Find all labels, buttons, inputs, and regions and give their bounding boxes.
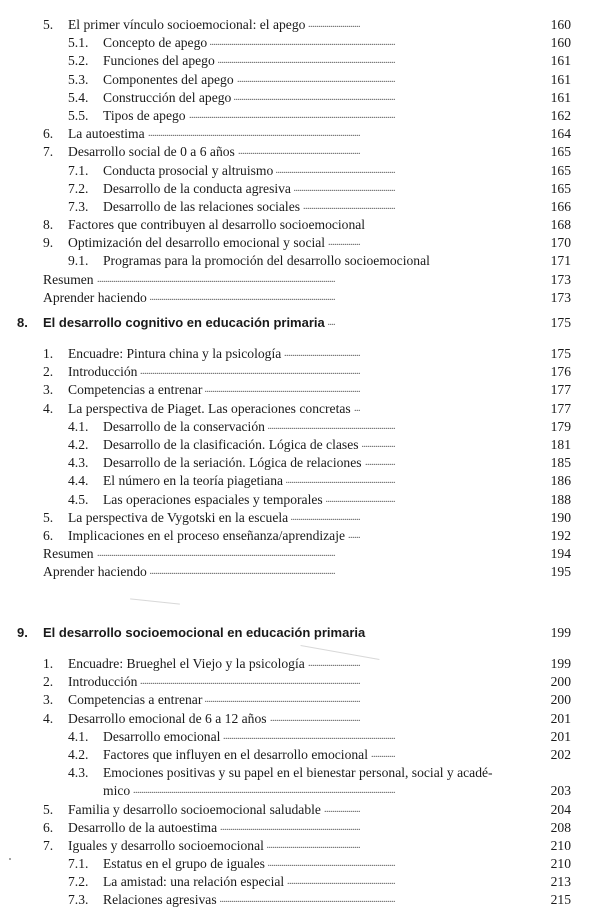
- scan-speck: [9, 858, 11, 860]
- entry-number: 5.: [43, 801, 54, 817]
- toc-entry[interactable]: [0, 252, 600, 270]
- entry-number: 8.: [43, 217, 54, 233]
- entry-title: La perspectiva de Piaget. Las operaciones concretas . . .: [68, 400, 530, 418]
- entry-page-number: 173: [550, 271, 571, 287]
- entry-page-number: 204: [550, 801, 571, 817]
- toc-entry[interactable]: [0, 107, 600, 125]
- toc-entry[interactable]: [0, 855, 600, 873]
- entry-title: La autoestima . . .: [68, 125, 530, 143]
- entry-number: 2.: [43, 674, 54, 690]
- entry-page-number: 186: [550, 473, 571, 489]
- toc-entry[interactable]: [0, 34, 600, 52]
- entry-title: Factores que contribuyen al desarrollo socioemocional . . .: [68, 216, 530, 234]
- entry-number: 1.: [43, 656, 54, 671]
- entry-title: Introducción . . .: [68, 673, 530, 691]
- toc-entry[interactable]: [0, 764, 600, 800]
- entry-title: Desarrollo social de 0 a 6 años . . .: [68, 143, 530, 161]
- toc-entry[interactable]: [0, 563, 600, 581]
- entry-title: Programas para la promoción del desarrollo socioemocional . . .: [103, 252, 530, 270]
- entry-number: 5.4.: [68, 89, 89, 105]
- entry-page-number: 208: [550, 819, 571, 835]
- entry-page-number: 203: [550, 783, 571, 799]
- entry-title: Familia y desarrollo socioemocional saludable . . .: [68, 801, 530, 819]
- entry-page-number: 177: [550, 382, 571, 398]
- entry-page-number: 177: [550, 400, 571, 416]
- entry-title: Tipos de apego . . .: [103, 107, 530, 125]
- entry-page-number: 199: [550, 656, 571, 671]
- toc-entry[interactable]: [0, 89, 600, 107]
- toc-chapter-8-entries: [0, 345, 600, 581]
- entry-title: Emociones positivas y su papel en el bienestar personal, social y acadé-: [103, 764, 530, 782]
- toc-entry[interactable]: [0, 125, 600, 143]
- toc-entry[interactable]: [0, 234, 600, 252]
- toc-entry[interactable]: [0, 363, 600, 381]
- entry-page-number: 215: [550, 892, 571, 908]
- entry-page-number: 161: [550, 71, 571, 87]
- entry-title: Introducción . . .: [68, 363, 530, 381]
- entry-title: Las operaciones espaciales y temporales . . .: [103, 491, 530, 509]
- toc-entry[interactable]: [0, 691, 600, 709]
- toc-entry[interactable]: [0, 891, 600, 909]
- entry-title: Desarrollo de la conservación . . .: [103, 418, 530, 436]
- entry-number: 4.5.: [68, 491, 89, 507]
- toc-entry[interactable]: [0, 271, 600, 289]
- entry-number: 5.5.: [68, 107, 89, 123]
- entry-number: 1.: [43, 346, 54, 361]
- entry-page-number: 179: [550, 418, 571, 434]
- entry-page-number: 194: [550, 546, 571, 562]
- entry-page-number: 173: [550, 289, 571, 305]
- chapter-title: El desarrollo cognitivo en educación primaria . . .: [43, 313, 530, 333]
- entry-title-continued: mico . . .: [103, 782, 530, 800]
- entry-page-number: 170: [550, 235, 571, 251]
- entry-title: La perspectiva de Vygotski en la escuela . . .: [68, 509, 530, 527]
- entry-number: 7.1.: [68, 856, 89, 872]
- entry-title: La amistad: una relación especial . . .: [103, 873, 530, 891]
- toc-entry[interactable]: [0, 728, 600, 746]
- entry-page-number: 200: [550, 692, 571, 708]
- chapter-page-number: 199: [550, 625, 571, 640]
- entry-page-number: 164: [550, 126, 571, 142]
- entry-number: 4.4.: [68, 473, 89, 489]
- entry-number: 6.: [43, 527, 54, 543]
- entry-number: 2.: [43, 364, 54, 380]
- scan-smudge: [130, 598, 180, 604]
- entry-page-number: 201: [550, 710, 571, 726]
- entry-title: Desarrollo de la autoestima . . .: [68, 819, 530, 837]
- entry-number: 3.: [43, 382, 54, 398]
- toc-entry[interactable]: [0, 545, 600, 563]
- entry-page-number: 210: [550, 837, 571, 853]
- toc-entry[interactable]: [0, 289, 600, 307]
- entry-title: Competencias a entrenar . . .: [68, 381, 530, 399]
- entry-page-number: 161: [550, 53, 571, 69]
- entry-number: 5.1.: [68, 35, 89, 51]
- entry-page-number: 175: [550, 346, 571, 361]
- entry-page-number: 176: [550, 364, 571, 380]
- entry-number: 4.: [43, 400, 54, 416]
- toc-section-continued: [0, 16, 600, 307]
- toc-entry[interactable]: [0, 819, 600, 837]
- entry-page-number: 165: [550, 144, 571, 160]
- toc-entry[interactable]: [0, 801, 600, 819]
- entry-page-number: 185: [550, 455, 571, 471]
- entry-page-number: 165: [550, 180, 571, 196]
- entry-title: Resumen . . .: [43, 271, 530, 289]
- entry-title: El primer vínculo socioemocional: el apego . . .: [68, 16, 530, 34]
- entry-title: El número en la teoría piagetiana . . .: [103, 472, 530, 490]
- toc-chapter-9-entries: [0, 655, 600, 910]
- entry-number: 6.: [43, 819, 54, 835]
- toc-entry[interactable]: [0, 418, 600, 436]
- entry-number: 4.3.: [68, 455, 89, 471]
- entry-page-number: 202: [550, 746, 571, 762]
- toc-entry[interactable]: [0, 509, 600, 527]
- entry-number: 5.: [43, 509, 54, 525]
- entry-number: 9.: [43, 235, 54, 251]
- entry-number: 7.2.: [68, 874, 89, 890]
- toc-entry[interactable]: [0, 143, 600, 161]
- entry-title: Iguales y desarrollo socioemocional . . .: [68, 837, 530, 855]
- entry-number: 4.2.: [68, 436, 89, 452]
- entry-title: Desarrollo de la seriación. Lógica de relaciones . . .: [103, 454, 530, 472]
- entry-number: 7.3.: [68, 892, 89, 908]
- toc-entry[interactable]: [0, 381, 600, 399]
- chapter-number: 9.: [17, 625, 28, 640]
- entry-page-number: 165: [550, 162, 571, 178]
- entry-number: 4.1.: [68, 418, 89, 434]
- entry-page-number: 188: [550, 491, 571, 507]
- chapter-heading[interactable]: [0, 623, 600, 643]
- entry-page-number: 161: [550, 89, 571, 105]
- toc-entry[interactable]: [0, 216, 600, 234]
- toc-entry[interactable]: [0, 71, 600, 89]
- toc-entry[interactable]: [0, 491, 600, 509]
- entry-number: 4.2.: [68, 746, 89, 762]
- toc-entry[interactable]: [0, 180, 600, 198]
- entry-title: Estatus en el grupo de iguales . . .: [103, 855, 530, 873]
- entry-title: Desarrollo emocional de 6 a 12 años . . .: [68, 710, 530, 728]
- entry-page-number: 192: [550, 527, 571, 543]
- entry-number: 4.1.: [68, 728, 89, 744]
- chapter-page-number: 175: [550, 315, 571, 330]
- entry-number: 5.3.: [68, 71, 89, 87]
- toc-entry[interactable]: [0, 673, 600, 691]
- entry-number: 7.: [43, 144, 54, 160]
- entry-title: Optimización del desarrollo emocional y social . . .: [68, 234, 530, 252]
- entry-title: Aprender haciendo . . .: [43, 563, 530, 581]
- entry-title: Conducta prosocial y altruismo . . .: [103, 162, 530, 180]
- entry-page-number: 190: [550, 509, 571, 525]
- entry-number: 6.: [43, 126, 54, 142]
- entry-page-number: 210: [550, 856, 571, 872]
- entry-page-number: 160: [550, 35, 571, 51]
- toc-entry[interactable]: [0, 472, 600, 490]
- entry-title: Construcción del apego . . .: [103, 89, 530, 107]
- entry-number: 7.2.: [68, 180, 89, 196]
- entry-page-number: 200: [550, 674, 571, 690]
- toc-entry[interactable]: [0, 710, 600, 728]
- toc-entry[interactable]: [0, 162, 600, 180]
- toc-entry[interactable]: [0, 345, 600, 363]
- chapter-number: 8.: [17, 315, 28, 330]
- entry-title: Encuadre: Brueghel el Viejo y la psicología . . .: [68, 655, 530, 673]
- entry-number: 9.1.: [68, 253, 89, 269]
- entry-number: 7.3.: [68, 198, 89, 214]
- entry-number: 5.2.: [68, 53, 89, 69]
- toc-entry[interactable]: [0, 198, 600, 216]
- entry-number: 3.: [43, 692, 54, 708]
- entry-page-number: 166: [550, 198, 571, 214]
- toc-entry[interactable]: [0, 837, 600, 855]
- entry-title: Factores que influyen en el desarrollo emocional . . .: [103, 746, 530, 764]
- entry-number: 7.1.: [68, 162, 89, 178]
- entry-title: Funciones del apego . . .: [103, 52, 530, 70]
- entry-title: Desarrollo de las relaciones sociales . . .: [103, 198, 530, 216]
- entry-title: Relaciones agresivas . . .: [103, 891, 530, 909]
- toc-entry[interactable]: [0, 52, 600, 70]
- entry-number: 7.: [43, 837, 54, 853]
- entry-title: Desarrollo emocional . . .: [103, 728, 530, 746]
- entry-page-number: 171: [550, 253, 571, 269]
- toc-entry[interactable]: [0, 436, 600, 454]
- entry-title: Encuadre: Pintura china y la psicología . . .: [68, 345, 530, 363]
- entry-title: Componentes del apego . . .: [103, 71, 530, 89]
- entry-page-number: 195: [550, 564, 571, 580]
- entry-page-number: 181: [550, 436, 571, 452]
- entry-number: 5.: [43, 17, 54, 32]
- entry-number: 4.3.: [68, 765, 89, 781]
- entry-title: Competencias a entrenar . . .: [68, 691, 530, 709]
- chapter-title: El desarrollo socioemocional en educación primaria . . .: [43, 623, 530, 643]
- entry-page-number: 168: [550, 217, 571, 233]
- entry-title: Desarrollo de la clasificación. Lógica de clases . . .: [103, 436, 530, 454]
- toc-entry[interactable]: [0, 454, 600, 472]
- entry-page-number: 201: [550, 728, 571, 744]
- entry-page-number: 213: [550, 874, 571, 890]
- entry-title: Desarrollo de la conducta agresiva . . .: [103, 180, 530, 198]
- toc-entry[interactable]: [0, 655, 600, 673]
- entry-page-number: 162: [550, 107, 571, 123]
- entry-number: 4.: [43, 710, 54, 726]
- entry-title: Resumen . . .: [43, 545, 530, 563]
- toc-entry[interactable]: [0, 527, 600, 545]
- toc-entry[interactable]: [0, 16, 600, 34]
- entry-title: Aprender haciendo . . .: [43, 289, 530, 307]
- entry-title: Concepto de apego . . .: [103, 34, 530, 52]
- chapter-heading[interactable]: [0, 313, 600, 333]
- toc-entry[interactable]: [0, 400, 600, 418]
- entry-page-number: 160: [550, 17, 571, 32]
- toc-entry[interactable]: [0, 746, 600, 764]
- entry-title: Implicaciones en el proceso enseñanza/aprendizaje . . .: [68, 527, 530, 545]
